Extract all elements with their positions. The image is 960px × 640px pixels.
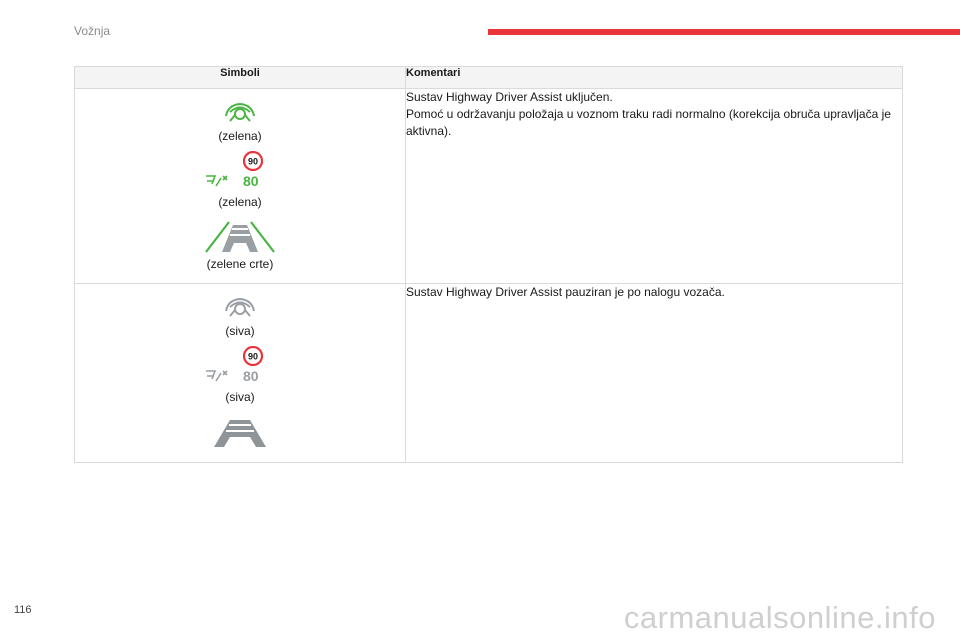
symbols-cell	[75, 284, 406, 463]
table-header-row	[75, 67, 903, 89]
symbols-cell	[75, 89, 406, 284]
comments-cell	[406, 89, 903, 284]
speed-limit-value: 90	[247, 156, 259, 167]
symbols-table	[74, 66, 903, 463]
lane-lines-icon	[212, 416, 268, 448]
steering-wheel-icon	[223, 99, 257, 125]
icon-caption: (zelene crte)	[206, 257, 274, 271]
section-title: Vožnja	[74, 24, 111, 38]
comment-line: Pomoć u održavanju položaja u voznom traku radi normalno (korekcija obruča upravljača je aktivna).	[406, 107, 891, 138]
speed-recognition-icon	[205, 369, 229, 383]
watermark: carmanualsonline.info	[623, 600, 936, 635]
speed-limit-group	[205, 346, 275, 386]
comment-line: Sustav Highway Driver Assist uključen.	[406, 90, 613, 104]
column-header-comments: Komentari	[406, 67, 903, 89]
column-header-symbols: Simboli	[75, 67, 406, 89]
comment-line: Sustav Highway Driver Assist pauziran je po nalogu vozača.	[406, 285, 725, 299]
icon-caption: (siva)	[225, 324, 255, 338]
steering-wheel-icon	[223, 294, 257, 320]
speed-limit-sign-icon	[243, 151, 263, 171]
set-speed-value: 80	[243, 368, 259, 384]
page-number: 116	[14, 604, 32, 616]
comments-cell	[406, 284, 903, 463]
icon-caption: (siva)	[225, 390, 255, 404]
icon-caption: (zelena)	[218, 129, 262, 143]
speed-limit-value: 90	[247, 351, 259, 362]
header-red-bar	[488, 29, 960, 35]
speed-recognition-icon	[205, 174, 229, 188]
set-speed-value: 80	[243, 173, 259, 189]
icon-caption: (zelena)	[218, 195, 262, 209]
lane-lines-icon	[204, 221, 276, 253]
speed-limit-group	[205, 151, 275, 191]
speed-limit-sign-icon	[243, 346, 263, 366]
table-row	[75, 284, 903, 463]
table-row	[75, 89, 903, 284]
